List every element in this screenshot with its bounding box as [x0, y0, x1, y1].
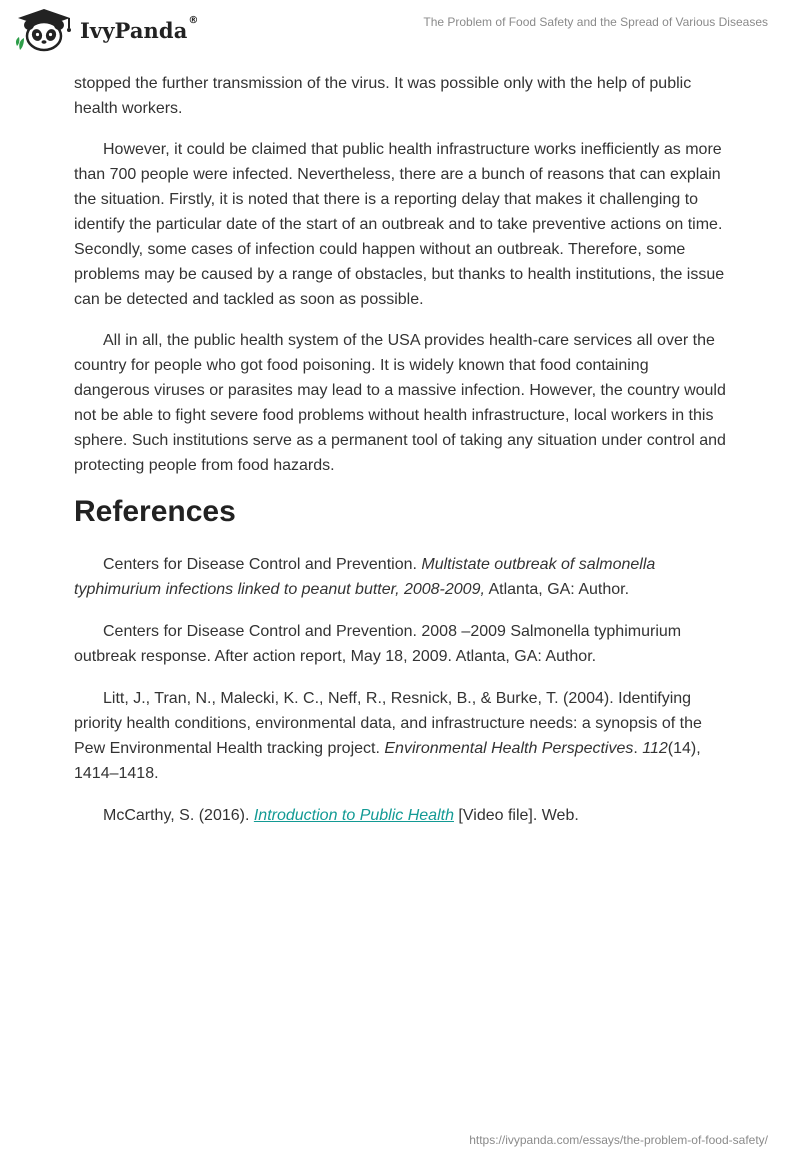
paragraph-infrastructure: However, it could be claimed that public health infrastructure works inefficiently as more than 700 people were infected. Nevertheless, there are a bunch of reasons that can explain the situation. Firstly, it is noted that there is a reporting delay that makes it challenging to identify the particular date of the start of an outbreak and to take preventive actions on time. Secondly, some cases of infection could happen without an outbreak. Therefore, some problems may be caused by a range of obstacles, but thanks to health institutions, the issue can be detected and tackled as soon as possible. [74, 141, 725, 308]
source-url: https://ivypanda.com/essays/the-problem-of-food-safety/ [469, 1133, 768, 1147]
reference-item-cdc-response: Centers for Disease Control and Prevention. 2008 –2009 Salmonella typhimurium outbreak response. After action report, May 18, 2009. Atlanta, GA: Author. [74, 623, 682, 665]
reference-item-litt: Litt, J., Tran, N., Malecki, K. C., Neff, R., Resnick, B., & Burke, T. (2004). Identifying priority health conditions, environmental data, and infrastructure needs: a synopsis of the Pew Environmental Health tracking project. Environmental Health Perspectives. 112(14), 1414–1418. [74, 690, 702, 782]
page-header [0, 0, 800, 64]
video-link[interactable]: Introduction to Public Health [253, 807, 454, 824]
reference-item-cdc-outbreak: Centers for Disease Control and Prevention. Multistate outbreak of salmonella typhimurium infections linked to peanut butter, 2008-2009, Atlanta, GA: Author. [74, 556, 656, 598]
running-title: The Problem of Food Safety and the Spread of Various Diseases [423, 15, 768, 29]
panda-logo-icon [14, 8, 74, 52]
essay-content [74, 71, 728, 845]
paragraph-conclusion: All in all, the public health system of the USA provides health-care services all over the country for people who got food poisoning. It is widely known that food containing dangerous viruses or parasites may lead to a massive infection. However, the country would not be able to fight severe food problems without health infrastructure, local workers in this sphere. Such institutions serve as a permanent tool of taking any situation under control and protecting people from food hazards. [74, 332, 726, 474]
references-heading: References [74, 495, 236, 528]
brand-name: IvyPanda® [80, 14, 199, 43]
paragraph-continuation: stopped the further transmission of the virus. It was possible only with the help of public health workers. [74, 75, 692, 117]
ivypanda-logo[interactable] [14, 8, 199, 52]
reference-item-mccarthy: McCarthy, S. (2016). Introduction to Public Health [Video file]. Web. [103, 807, 579, 824]
registered-mark: ® [188, 14, 199, 26]
